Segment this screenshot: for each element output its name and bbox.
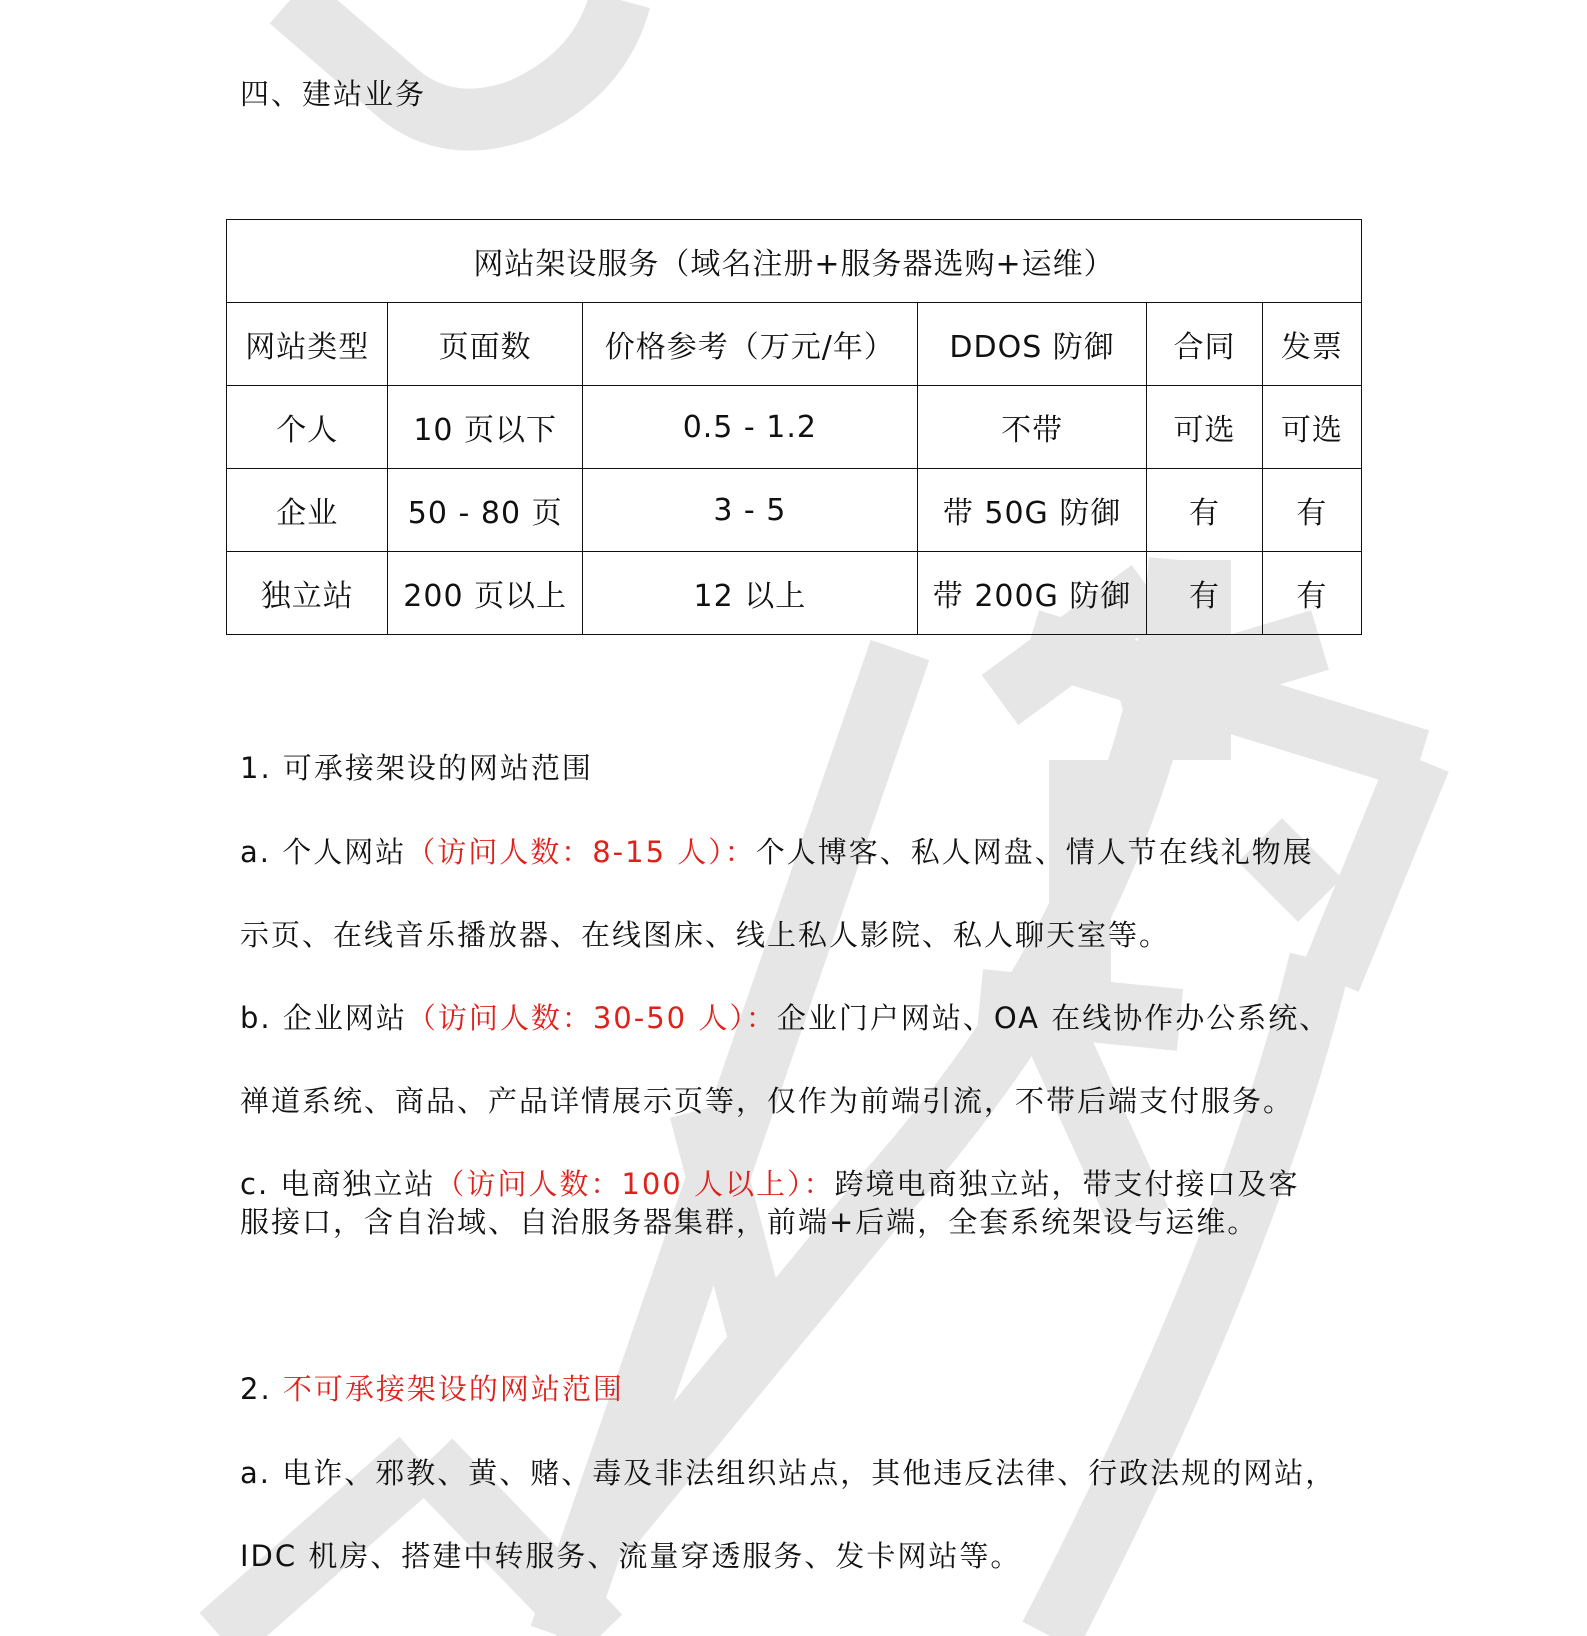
table-cell: 不带 [917,386,1147,469]
table-cell: 有 [1147,552,1262,635]
section2-title-text: 不可承接架设的网站范围 [282,1372,624,1406]
header-invoice: 发票 [1262,303,1361,386]
table-cell: 有 [1262,469,1361,552]
section1-item-b-line2: 禅道系统、商品、产品详情展示页等，仅作为前端引流，不带后端支付服务。 [240,1084,1295,1118]
item-b-text: 企业门户网站、OA 在线协作办公系统、 [776,1001,1331,1035]
section2-title [240,1370,1350,1408]
item-c-visitors: （访问人数：100 人以上）： [435,1167,835,1201]
section1-item-c-line2: 服接口，含自治域、自治服务器集群，前端+后端，全套系统架设与运维。 [240,1205,1259,1239]
header-ddos: DDOS 防御 [917,303,1147,386]
section1-item-c-line1 [240,1165,1350,1203]
table-cell: 12 以上 [582,552,917,635]
item-a-prefix: a. 个人网站 [240,835,407,869]
section-heading: 四、建站业务 [240,77,427,111]
item-c-prefix: c. 电商独立站 [240,1167,436,1201]
item-b-prefix: b. 企业网站 [240,1001,407,1035]
table-cell: 10 页以下 [388,386,583,469]
table-header-row [227,303,1362,386]
table-cell: 独立站 [227,552,388,635]
table-cell: 可选 [1147,386,1262,469]
section2-item-a-line1: a. 电诈、邪教、黄、赌、毒及非法组织站点，其他违反法律、行政法规的网站， [240,1456,1337,1490]
table-row [227,469,1362,552]
header-contract: 合同 [1147,303,1262,386]
service-table [226,219,1362,635]
table-cell: 有 [1147,469,1262,552]
section1-title: 1. 可承接架设的网站范围 [240,751,593,785]
item-b-visitors: （访问人数：30-50 人）： [406,1001,777,1035]
table-cell: 200 页以上 [388,552,583,635]
item-a-text: 个人博客、私人网盘、情人节在线礼物展 [755,835,1314,869]
table-cell: 带 50G 防御 [917,469,1147,552]
table-cell: 企业 [227,469,388,552]
item-a-visitors: （访问人数：8-15 人）： [406,835,756,869]
header-price: 价格参考（万元/年） [582,303,917,386]
header-page-count: 页面数 [388,303,583,386]
table-cell: 带 200G 防御 [917,552,1147,635]
section2-number: 2. [240,1372,283,1406]
table-cell: 个人 [227,386,388,469]
section1-item-a-line2: 示页、在线音乐播放器、在线图床、线上私人影院、私人聊天室等。 [240,918,1171,952]
table-row [227,386,1362,469]
table-title: 网站架设服务（域名注册+服务器选购+运维） [227,220,1362,303]
table-cell: 0.5 - 1.2 [582,386,917,469]
table-title-row [227,220,1362,303]
table-row [227,552,1362,635]
section1-item-a-line1 [240,833,1350,871]
table-cell: 有 [1262,552,1361,635]
table-cell: 可选 [1262,386,1361,469]
header-site-type: 网站类型 [227,303,388,386]
item-c-text: 跨境电商独立站，带支付接口及客 [834,1167,1300,1201]
table-cell: 3 - 5 [582,469,917,552]
table-cell: 50 - 80 页 [388,469,583,552]
section1-item-b-line1 [240,999,1350,1037]
section2-item-a-line2: IDC 机房、搭建中转服务、流量穿透服务、发卡网站等。 [240,1539,1022,1573]
